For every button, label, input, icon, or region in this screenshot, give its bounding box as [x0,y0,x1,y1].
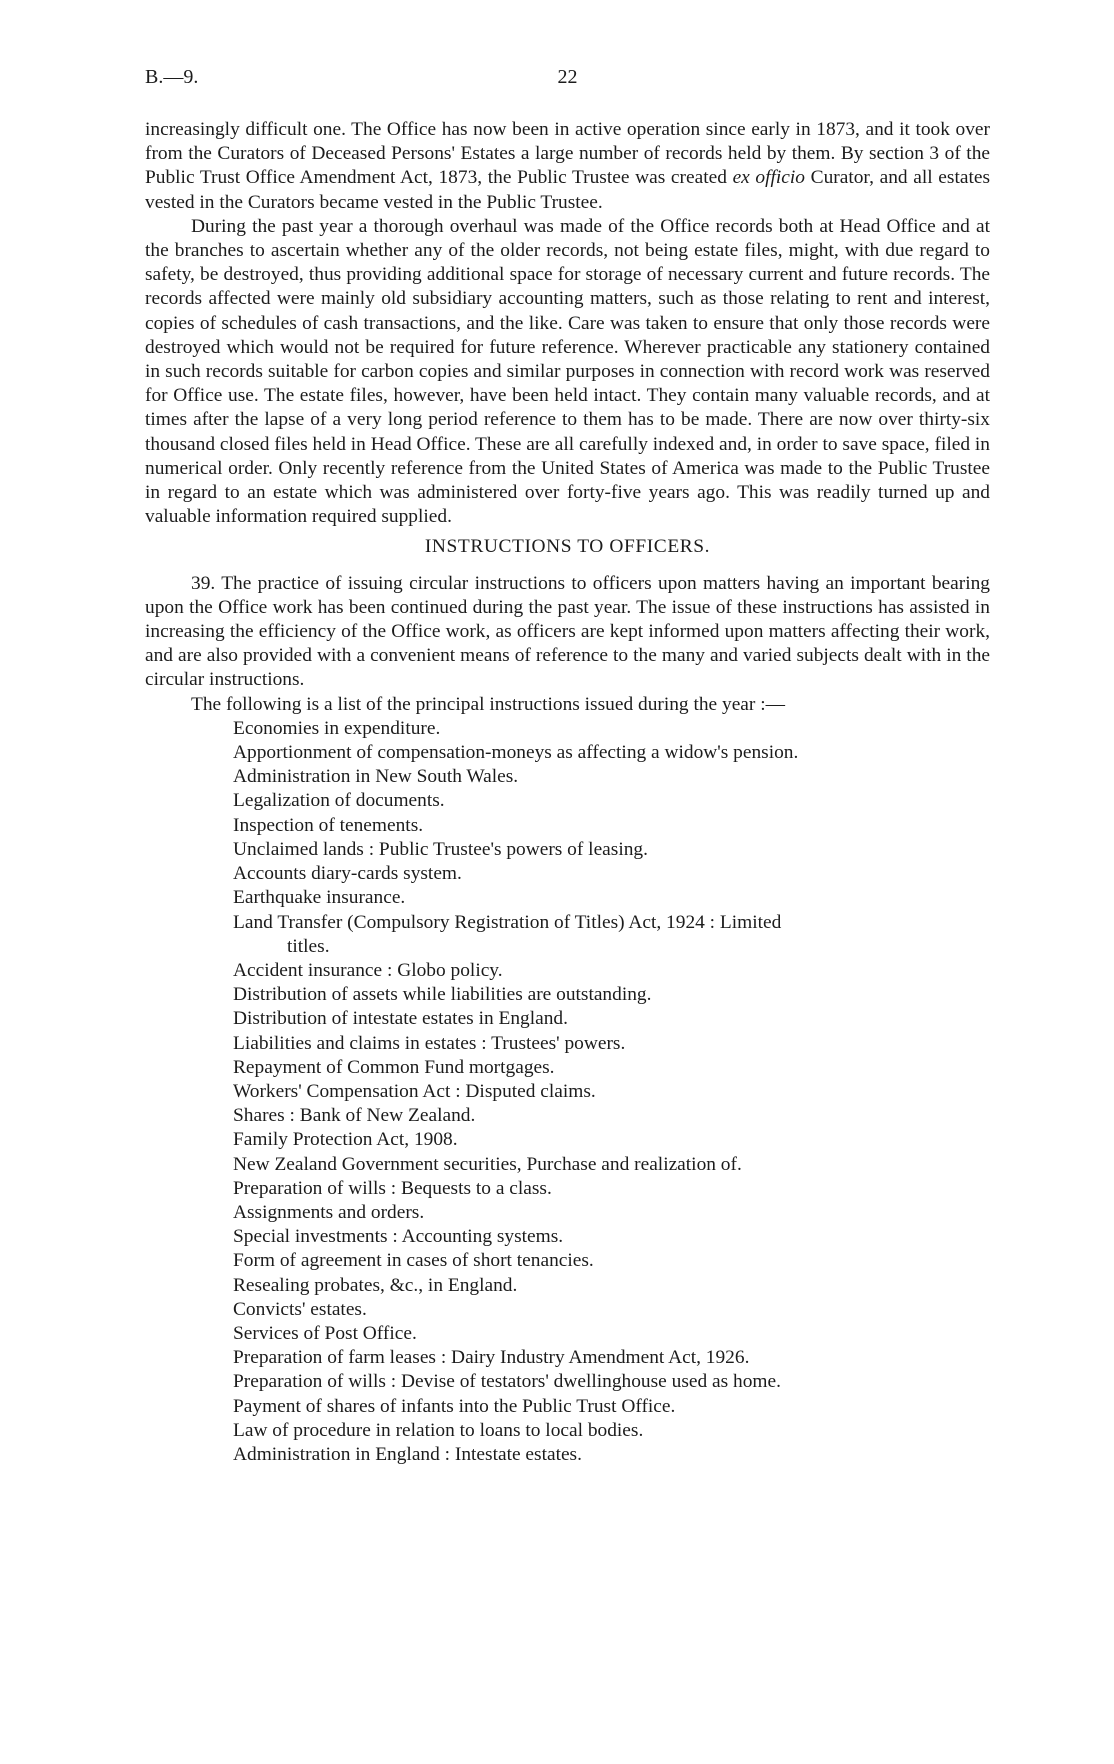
paragraph-instructions-intro: 39. The practice of issuing circular instructions to officers upon matters having an important bearing upon the Office work has been continued during the past year. The issue of these instructions has assisted in increasing the efficiency of the Office work, as officers are kept informed upon matters affecting their work, and are also provided with a convenient means of reference to the many and varied subjects dealt with in the circular instructions. [145,572,990,691]
page-body [145,118,990,1467]
list-item: Economies in expenditure. [233,717,441,739]
list-item: Special investments : Accounting systems. [233,1226,564,1248]
page-header [145,66,990,92]
list-item: Distribution of intestate estates in England. [233,1008,568,1030]
paragraph-records-overhaul: During the past year a thorough overhaul was made of the Office records both at Head Office and at the branches to ascertain whether any of the older records, not being estate files, might, with due regard to safety, be destroyed, thus providing additional space for storage of necessary current and future records. The records affected were mainly old subsidiary accounting matters, such as those relating to rent and interest, copies of schedules of cash transactions, and the like. Care was taken to ensure that only those records were destroyed which would not be required for future reference. Wherever practicable any stationery contained in such records suitable for carbon copies and similar purposes in connection with record work was reserved for Office use. The estate files, however, have been held intact. They contain many valuable records, and at times after the lapse of a very long period reference to them has to be made. There are now over thirty-six thousand closed files held in Head Office. These are all carefully indexed and, in order to save space, filed in numerical order. Only recently reference from the United States of America was made to the Public Trustee in regard to an estate which was administered over forty-five years ago. This was readily turned up and valuable information required supplied. [145,215,990,528]
list-item: Preparation of wills : Bequests to a class. [233,1177,552,1199]
list-item: Unclaimed lands : Public Trustee's powers of leasing. [233,838,648,860]
list-item: Liabilities and claims in estates : Trustees' powers. [233,1032,626,1054]
list-item: Law of procedure in relation to loans to local bodies. [233,1419,644,1441]
list-item: Resealing probates, &c., in England. [233,1274,518,1296]
list-item: Assignments and orders. [233,1201,425,1223]
instructions-list [145,717,990,1467]
list-item: Services of Post Office. [233,1322,417,1344]
latin-term: ex officio [732,167,805,189]
page-number: 22 [557,66,578,88]
list-item: Form of agreement in cases of short tenancies. [233,1250,594,1272]
list-item: Accounts diary-cards system. [233,863,462,885]
list-item: Accident insurance : Globo policy. [233,959,503,981]
paragraph-records-history: increasingly difficult one. The Office has now been in active operation since early in 1873, and it took over from the Curators of Deceased Persons' Estates a large number of records held by them. By section 3 of the Public Trust Office Amendment Act, 1873, the Public Trustee was created ex officio Curator, and all estates vested in the Curators became vested in the Public Trustee. [145,119,990,213]
list-item: Family Protection Act, 1908. [233,1129,458,1151]
list-item: Distribution of assets while liabilities are outstanding. [233,984,652,1006]
list-item: Preparation of wills : Devise of testators' dwellinghouse used as home. [233,1371,781,1393]
list-item: New Zealand Government securities, Purchase and realization of. [233,1153,742,1175]
list-item: Apportionment of compensation-moneys as affecting a widow's pension. [233,742,799,764]
list-item: Land Transfer (Compulsory Registration of Titles) Act, 1924 : Limited titles. [145,911,990,959]
list-item: Administration in England : Intestate estates. [233,1443,582,1465]
list-item: Repayment of Common Fund mortgages. [233,1056,555,1078]
list-item: Earthquake insurance. [233,887,406,909]
list-item: Payment of shares of infants into the Public Trust Office. [233,1395,676,1417]
list-item: Inspection of tenements. [233,814,424,836]
list-item: Legalization of documents. [233,790,445,812]
list-item: Convicts' estates. [233,1298,367,1320]
list-item: Workers' Compensation Act : Disputed claims. [233,1080,596,1102]
list-item-continuation: titles. [287,935,330,957]
paragraph-list-intro: The following is a list of the principal instructions issued during the year :— [191,693,785,715]
document-code: B.—9. [145,66,199,88]
list-item: Shares : Bank of New Zealand. [233,1105,476,1127]
section-heading: INSTRUCTIONS TO OFFICERS. [424,536,711,558]
list-item: Administration in New South Wales. [233,766,519,788]
list-item: Preparation of farm leases : Dairy Industry Amendment Act, 1926. [233,1347,750,1369]
